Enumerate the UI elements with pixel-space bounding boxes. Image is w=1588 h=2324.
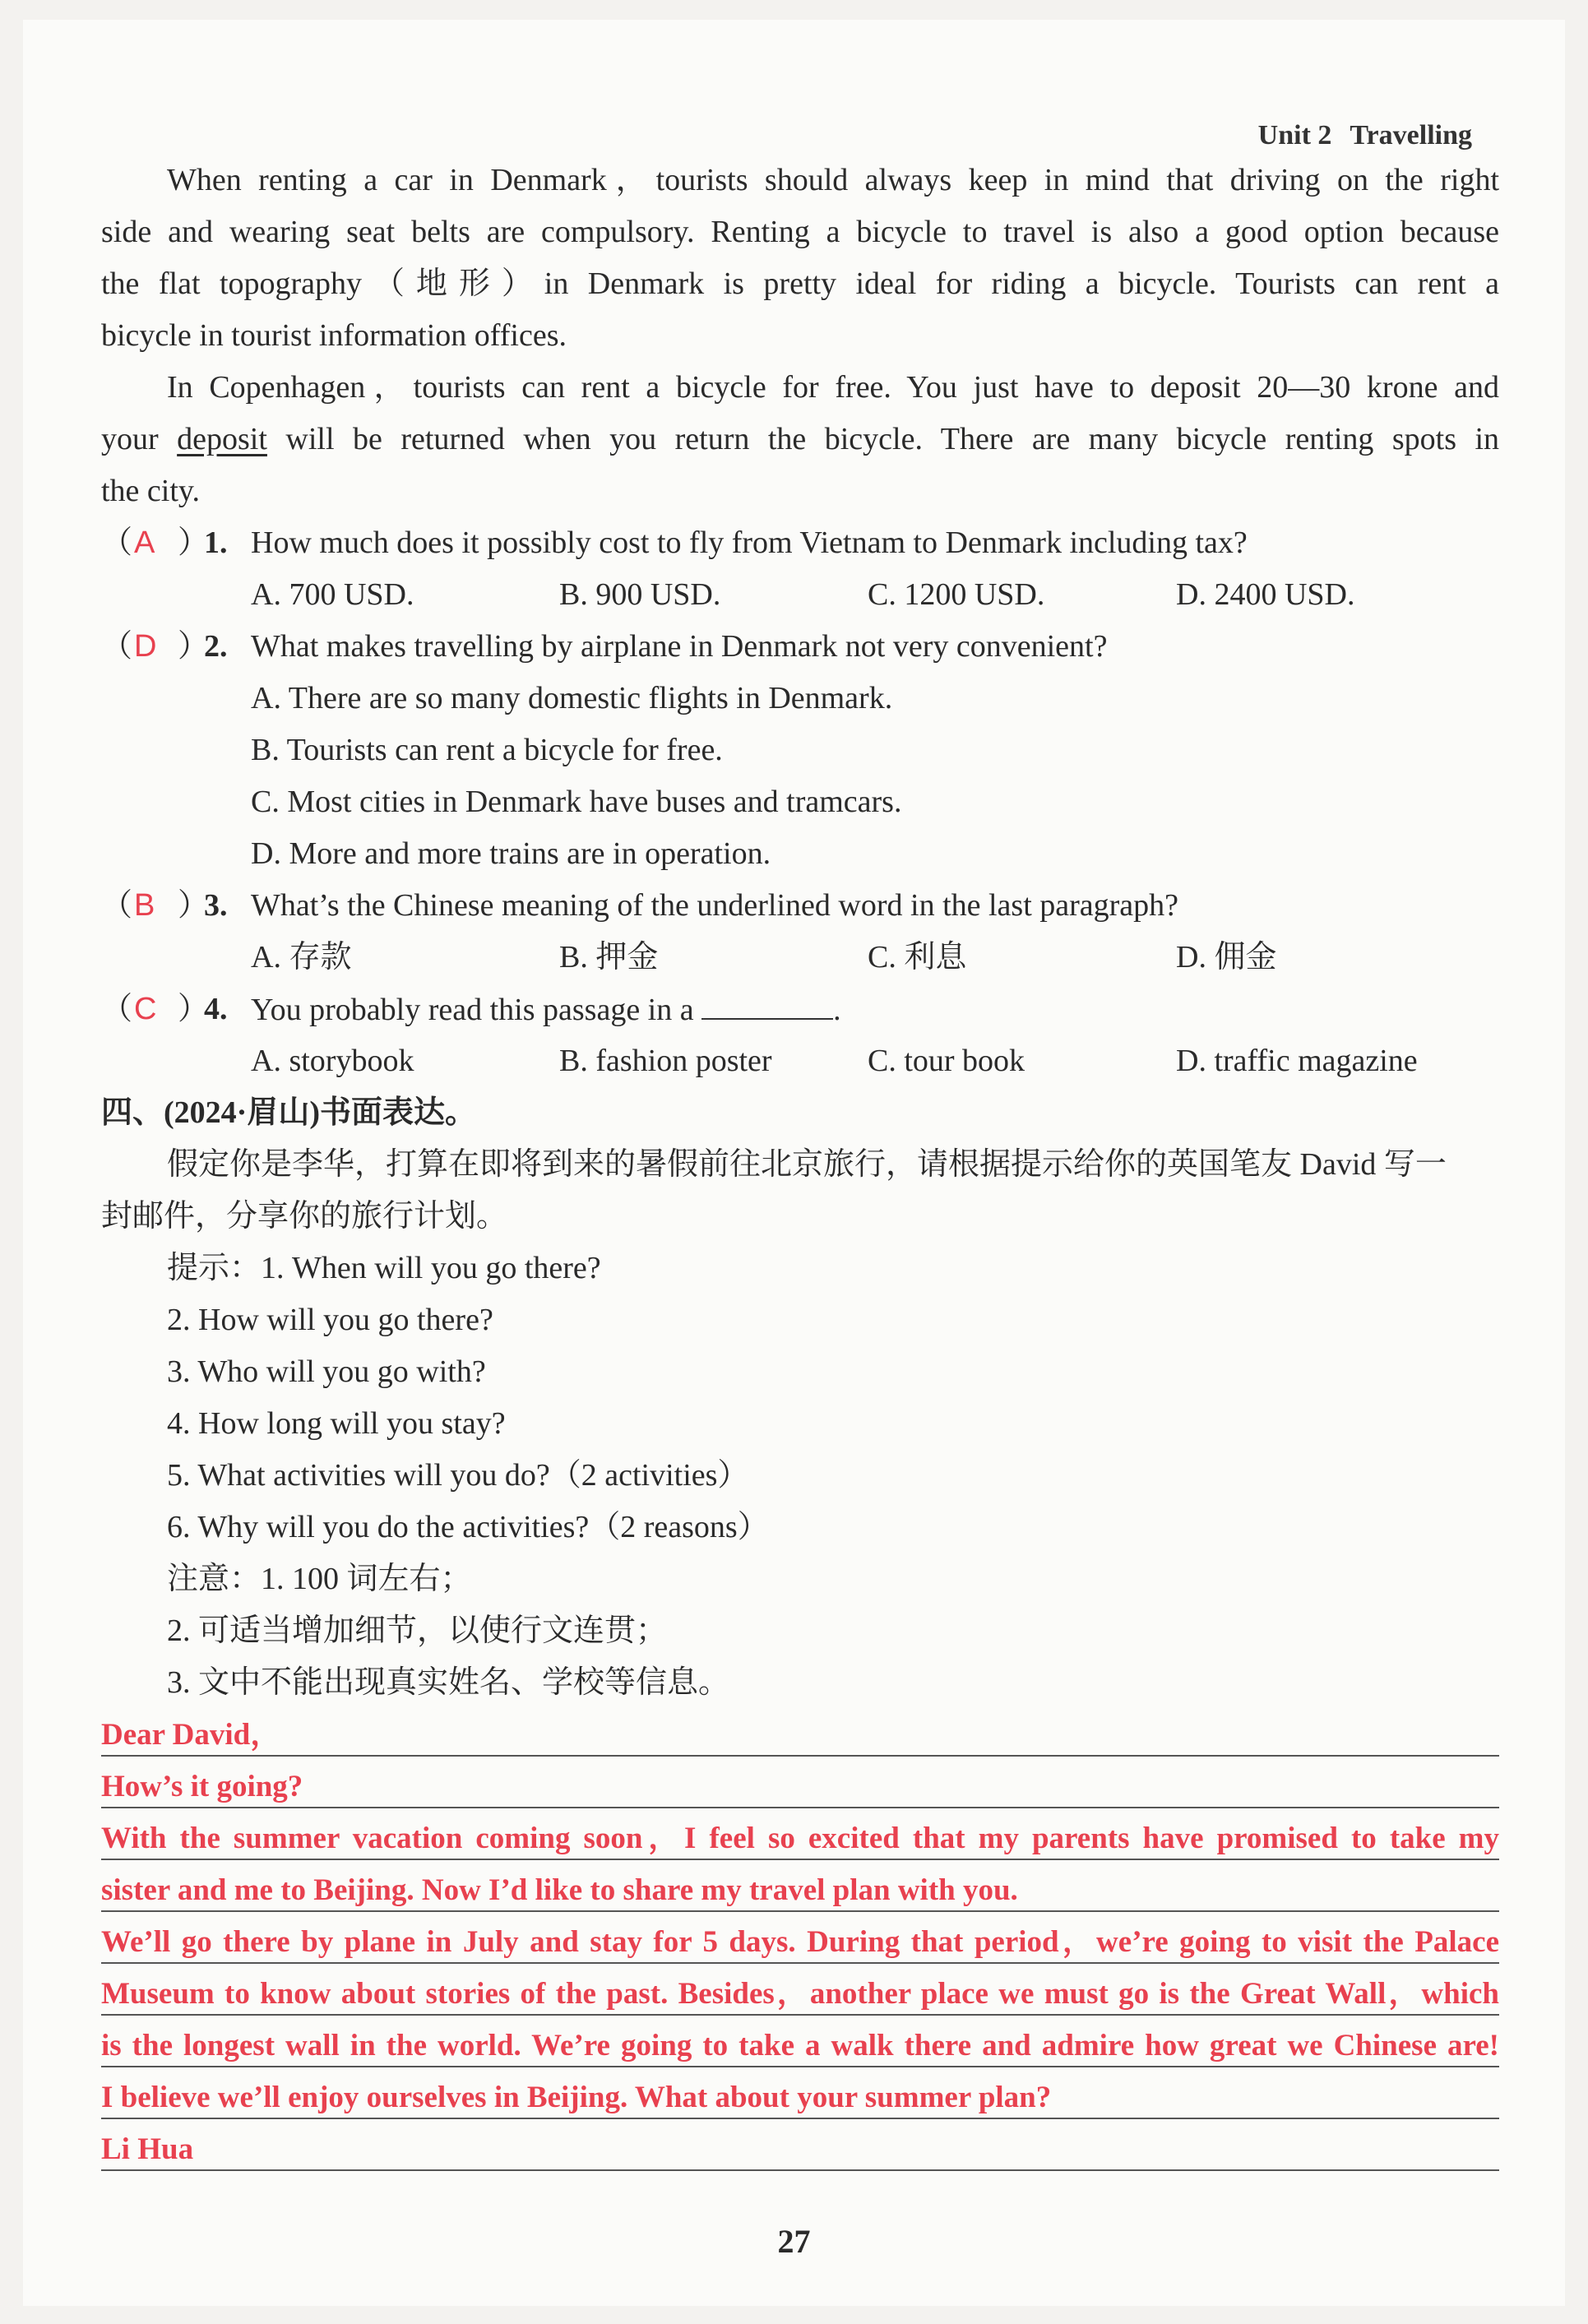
note-item: 2. 可适当增加细节，以使行文连贯； — [167, 1613, 668, 1648]
question-text-main: You probably read this passage in a — [251, 993, 694, 1027]
unit-label: Unit 2 — [1257, 120, 1332, 150]
essay-line: We’ll go there by plane in July and stay for 5 days. During that period，we’re going to visit the Palace — [101, 1923, 1499, 1964]
fill-blank — [701, 988, 833, 1020]
option-a: A. There are so many domestic flights in Denmark. — [251, 681, 893, 715]
essay-line: Dear David， — [101, 1715, 1499, 1757]
option-b: B. fashion poster — [559, 1044, 772, 1078]
page-number: 27 — [777, 2223, 811, 2260]
question-end: . — [833, 993, 841, 1027]
answer-1: A — [134, 525, 155, 560]
hint-item: 4. How long will you stay? — [167, 1406, 506, 1441]
paren-open: （ — [101, 525, 133, 560]
essay-line: is the longest wall in the world. We’re going to take a walk there and admire how great we Chinese are! — [101, 2026, 1499, 2067]
unit-title: Travelling — [1350, 120, 1472, 150]
hint-item: 提示：1. When will you go there? — [167, 1251, 601, 1285]
option-c: C. Most cities in Denmark have buses and tramcars. — [251, 785, 902, 819]
option-d: D. traffic magazine — [1176, 1044, 1418, 1078]
option-c: C. 1200 USD. — [868, 577, 1045, 612]
paren-open: （ — [101, 888, 133, 923]
paren-close: ） — [178, 888, 210, 923]
question-text — [251, 988, 841, 1030]
hint-item: 6. Why will you do the activities?（2 reasons） — [167, 1510, 769, 1544]
question-number: 4. — [204, 992, 228, 1026]
paren-open: （ — [101, 629, 133, 664]
option-b: B. Tourists can rent a bicycle for free. — [251, 733, 723, 767]
answer-3: B — [134, 888, 155, 923]
hint-item: 5. What activities will you do?（2 activities） — [167, 1458, 749, 1493]
essay-line: sister and me to Beijing. Now I’d like to share my travel plan with you. — [101, 1871, 1499, 1912]
workbook-page — [23, 20, 1565, 2306]
note-item: 3. 文中不能出现真实姓名、学校等信息。 — [167, 1665, 730, 1700]
hint-item: 2. How will you go there? — [167, 1303, 493, 1337]
option-a: A. storybook — [251, 1044, 414, 1078]
option-d: D. 2400 USD. — [1176, 577, 1355, 612]
essay-line: With the summer vacation coming soon，I feel so excited that my parents have promised to take my — [101, 1819, 1499, 1860]
answer-4: C — [134, 992, 157, 1026]
paren-close: ） — [178, 992, 210, 1026]
question-text: How much does it possibly cost to fly from Vietnam to Denmark including tax? — [251, 525, 1248, 560]
note-item: 注意：1. 100 词左右； — [167, 1562, 472, 1596]
instruction-line: 假定你是李华，打算在即将到来的暑假前往北京旅行，请根据提示给你的英国笔友 David 写一 — [167, 1147, 1447, 1182]
answer-2: D — [134, 629, 157, 664]
question-text: What makes travelling by airplane in Denmark not very convenient? — [251, 629, 1108, 664]
essay-line: Museum to know about stories of the past. Besides，another place we must go is the Great Wall，which — [101, 1974, 1499, 2016]
passage-line — [101, 419, 1499, 460]
option-b: B. 押金 — [559, 940, 659, 975]
option-a: A. 存款 — [251, 940, 352, 975]
section-title: 四、(2024·眉山)书面表达。 — [101, 1095, 476, 1130]
instruction-line: 封邮件，分享你的旅行计划。 — [101, 1199, 508, 1234]
passage-text: your — [101, 422, 159, 456]
essay-line: Li Hua — [101, 2130, 1499, 2171]
question-text: What’s the Chinese meaning of the underlined word in the last paragraph? — [251, 888, 1179, 923]
passage-line: side and wearing seat belts are compulsory. Renting a bicycle to travel is also a good option because — [101, 215, 1499, 249]
passage-text: will be returned when you return the bicycle. There are many bicycle renting spots in — [285, 422, 1500, 456]
passage-line: bicycle in tourist information offices. — [101, 318, 567, 353]
question-number: 2. — [204, 629, 228, 664]
passage-line: the flat topography（地形）in Denmark is pretty ideal for riding a bicycle. Tourists can rent a — [101, 266, 1499, 301]
paren-close: ） — [178, 629, 210, 664]
option-b: B. 900 USD. — [559, 577, 721, 612]
essay-line: How’s it going? — [101, 1767, 1499, 1808]
hint-item: 3. Who will you go with? — [167, 1354, 486, 1389]
passage-line: When renting a car in Denmark，tourists should always keep in mind that driving on the right — [167, 163, 1499, 197]
essay-line: I believe we’ll enjoy ourselves in Beijing. What about your summer plan? — [101, 2078, 1499, 2119]
option-c: C. tour book — [868, 1044, 1025, 1078]
question-number: 3. — [204, 888, 228, 923]
option-c: C. 利息 — [868, 940, 967, 975]
question-number: 1. — [204, 525, 228, 560]
paren-close: ） — [178, 525, 210, 560]
page-header — [1258, 120, 1472, 151]
option-a: A. 700 USD. — [251, 577, 414, 612]
passage-line: In Copenhagen，tourists can rent a bicycle for free. You just have to deposit 20—30 krone and — [167, 370, 1499, 405]
option-d: D. More and more trains are in operation. — [251, 836, 771, 871]
option-d: D. 佣金 — [1176, 940, 1277, 975]
passage-line: the city. — [101, 474, 200, 508]
underlined-word: deposit — [177, 422, 267, 456]
paren-open: （ — [101, 992, 133, 1026]
